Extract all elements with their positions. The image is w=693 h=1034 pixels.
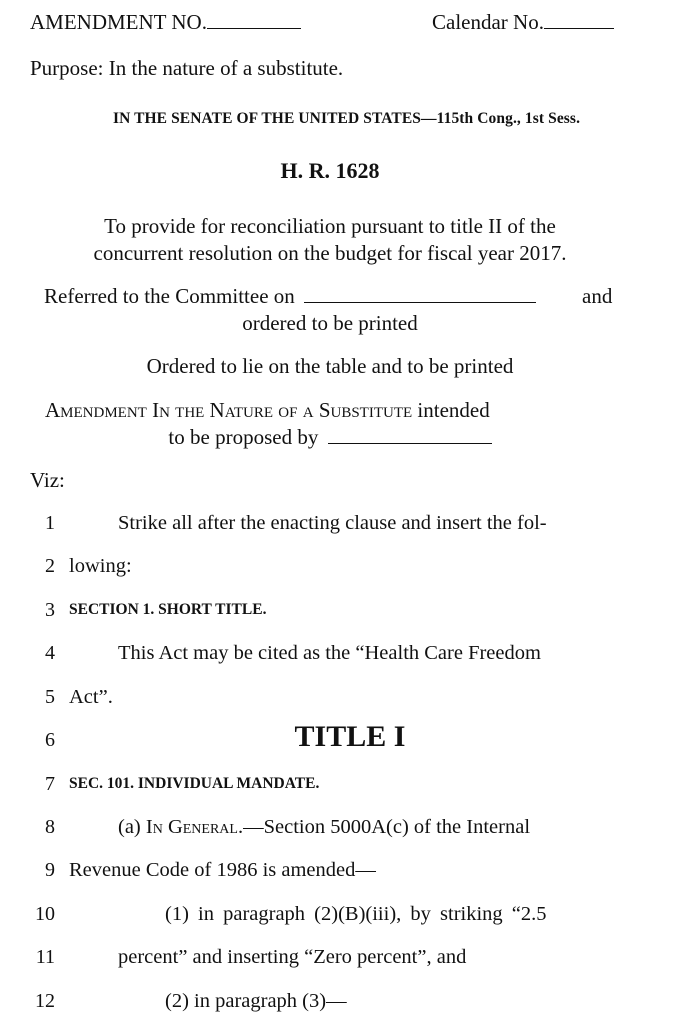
line-text: Act”. [69,686,113,708]
calendar-number-blank [544,10,614,29]
line-number: 10 [35,903,55,925]
referred-line-1 [44,283,536,309]
amendment-number-text: AMENDMENT NO. [30,10,207,34]
line-text: percent” and inserting “Zero percent”, and [118,946,467,968]
line-text: lowing: [69,555,132,577]
subsection-text: —Section 5000A(c) of the Internal [243,816,531,838]
bill-number: H. R. 1628 [280,158,380,183]
referred-line-2: ordered to be printed [242,311,418,335]
line-text: (1) in paragraph (2)(B)(iii), by striking “2.5 [165,903,547,925]
line-number: 12 [35,990,55,1012]
amendment-nature-title: Amendment In the Nature of a Substitute [45,398,413,422]
line-text: Revenue Code of 1986 is amended— [69,859,376,881]
committee-blank [304,284,536,303]
referred-prefix: Referred to the Committee on [44,284,295,308]
line-number: 1 [45,512,55,534]
line-number: 5 [45,686,55,708]
line-number: 9 [45,859,55,881]
subsection-heading: In General. [145,816,244,838]
bill-title-line-2: concurrent resolution on the budget for fiscal year 2017. [93,241,567,265]
amendment-nature-line-1 [45,397,490,423]
line-number: 8 [45,816,55,838]
title-heading: TITLE I [294,720,406,753]
proposed-by-blank [328,425,492,444]
amendment-nature-line-2 [0,424,660,450]
subsection-marker: (a) [118,816,146,838]
line-text [118,814,530,840]
line-number: 11 [35,946,55,968]
line-text: This Act may be cited as the “Health Care Freedom [118,642,541,664]
senate-heading: IN THE SENATE OF THE UNITED STATES—115th Cong., 1st Sess. [112,110,581,127]
proposed-by-text: to be proposed by [168,425,319,449]
purpose-line: Purpose: In the nature of a substitute. [30,56,344,80]
line-number: 3 [45,599,55,621]
bill-title-line-1: To provide for reconciliation pursuant to title II of the [104,214,556,238]
calendar-number-text: Calendar No. [432,10,544,34]
ordered-to-lie-line: Ordered to lie on the table and to be printed [146,354,514,378]
line-number: 4 [45,642,55,664]
section-heading: SECTION 1. SHORT TITLE. [69,601,267,618]
line-number: 7 [45,773,55,795]
line-number: 6 [45,729,55,751]
amendment-number-blank [207,10,301,29]
line-number: 2 [45,555,55,577]
line-text: Strike all after the enacting clause and insert the fol- [118,512,547,534]
calendar-number-label [432,9,614,35]
referred-and: and [582,284,613,308]
amendment-nature-suffix: intended [417,398,490,422]
line-text: (2) in paragraph (3)— [165,990,347,1012]
section-heading: SEC. 101. INDIVIDUAL MANDATE. [69,775,320,792]
amendment-number-label [30,9,301,35]
viz-label: Viz: [30,468,65,492]
